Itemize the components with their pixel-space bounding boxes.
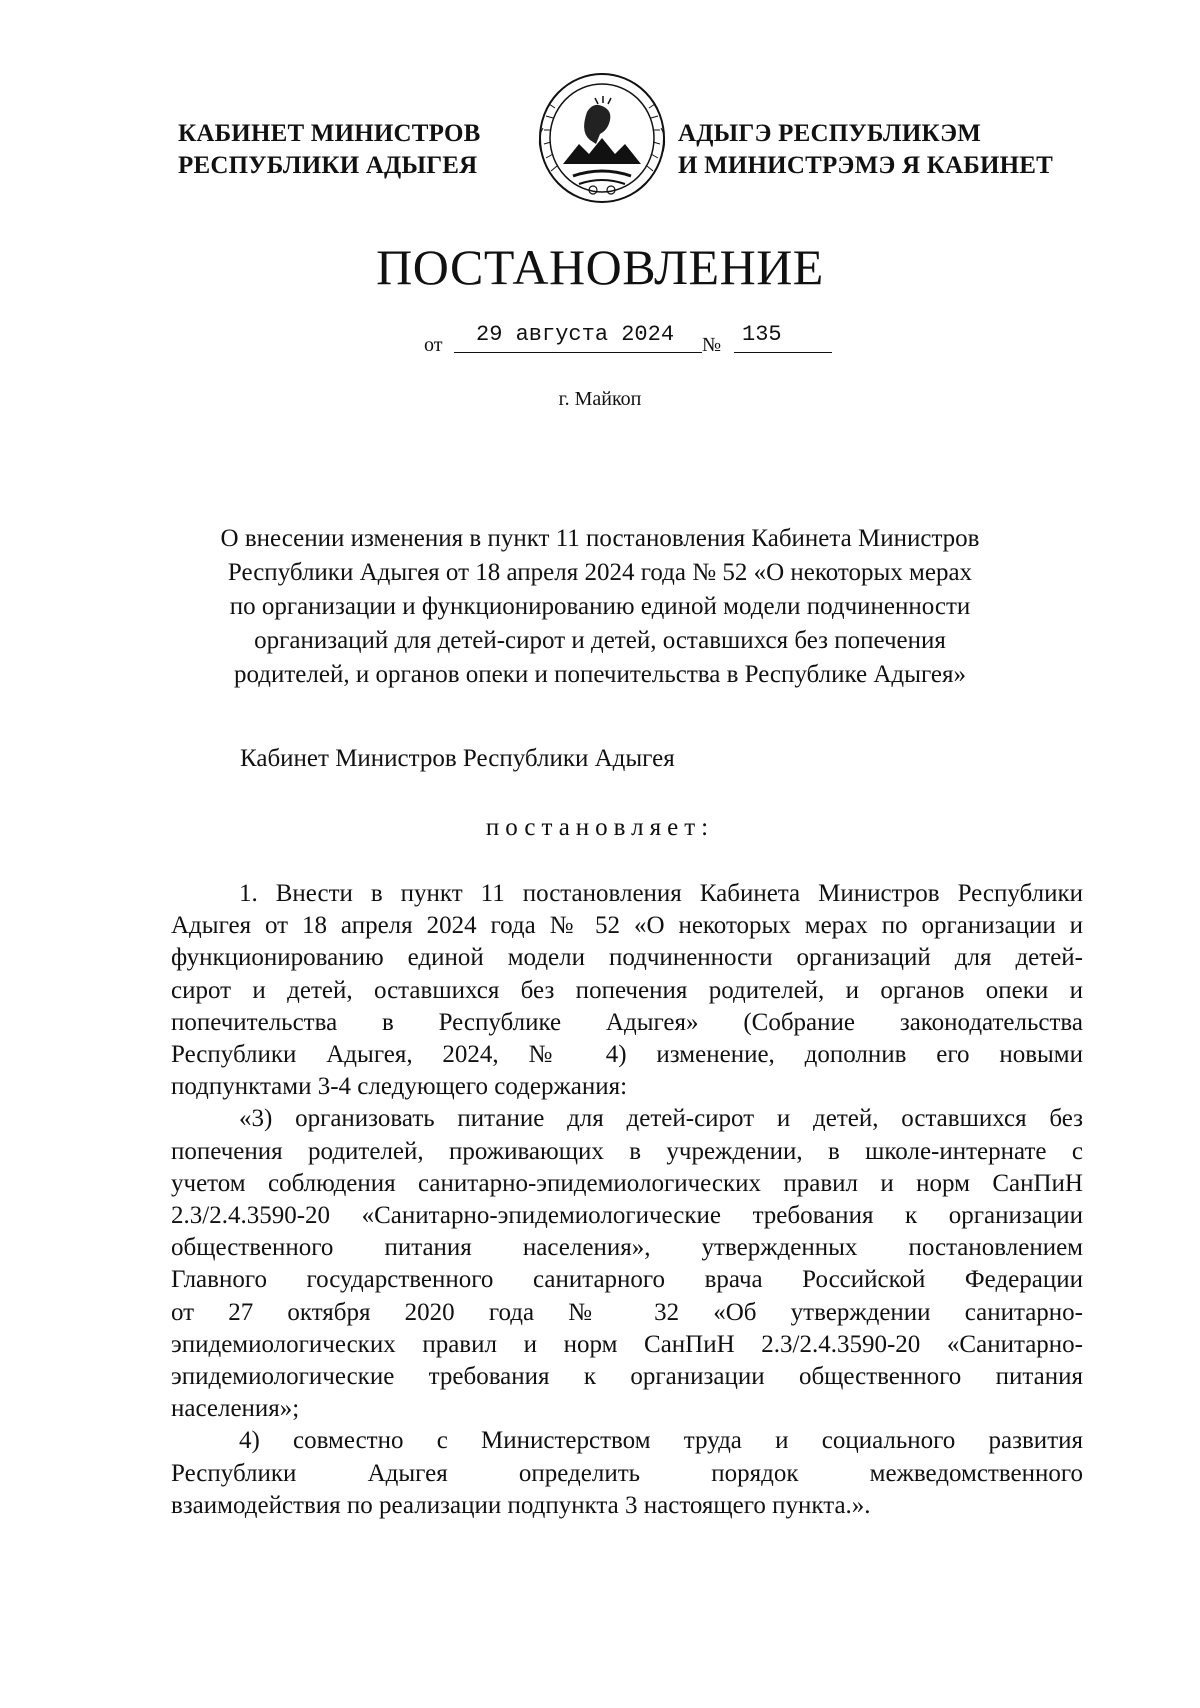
subject-line: по организации и функционированию единой модели подчиненности bbox=[229, 593, 971, 620]
subject-line: Республики Адыгея от 18 апреля 2024 года № 52 «О некоторых мерах bbox=[227, 559, 973, 586]
body-line: 4) совместно с Министерством труда и социального развития bbox=[239, 1427, 1083, 1455]
date-number-row bbox=[424, 318, 844, 358]
document-date: 29 августа 2024 bbox=[476, 322, 675, 347]
body-line: 1. Внести в пункт 11 постановления Кабинета Министров Республики bbox=[239, 880, 1083, 907]
body-line: эпидемиологические требования к организации общественного питания bbox=[171, 1363, 1083, 1391]
body-line: эпидемиологических правил и норм СанПиН 2.3/2.4.3590-20 «Санитарно- bbox=[171, 1330, 1083, 1358]
body-line: Республики Адыгея, 2024, № 4) изменение, дополнив его новыми bbox=[171, 1041, 1083, 1069]
body-line: населения»; bbox=[171, 1395, 300, 1423]
paragraph-2 bbox=[171, 1103, 1083, 1425]
paragraph-1 bbox=[171, 878, 1083, 1103]
body-line: общественного питания населения», утвержденных постановлением bbox=[171, 1234, 1083, 1262]
body-line: Республики Адыгея определить порядок межведомственного bbox=[171, 1459, 1083, 1487]
header-right-line: И МИНИСТРЭМЭ Я КАБИНЕТ bbox=[678, 152, 1054, 179]
header-left-line: КАБИНЕТ МИНИСТРОВ bbox=[178, 120, 481, 147]
document-number: 135 bbox=[742, 322, 782, 347]
body-line: попечительства в Республике Адыгея» (Собрание законодательства bbox=[171, 1008, 1083, 1036]
document-subject bbox=[150, 522, 1050, 692]
body-line: подпунктами 3-4 следующего содержания: bbox=[171, 1073, 628, 1101]
body-line: Главного государственного санитарного врача Российской Федерации bbox=[171, 1266, 1083, 1294]
body-line: функционированию единой модели подчиненности организаций для детей- bbox=[171, 944, 1083, 972]
number-underline bbox=[734, 352, 832, 353]
decrees-word: постановляет: bbox=[485, 814, 715, 841]
header-left bbox=[178, 118, 508, 182]
body-line: 2.3/2.4.3590-20 «Санитарно-эпидемиологические требования к организации bbox=[171, 1202, 1083, 1230]
date-prefix: от bbox=[424, 334, 443, 356]
header-right bbox=[678, 118, 1098, 182]
coat-of-arms-icon bbox=[533, 68, 671, 208]
body-line: учетом соблюдения санитарно-эпидемиологических правил и норм СанПиН bbox=[171, 1169, 1083, 1197]
body-line: Адыгея от 18 апреля 2024 года № 52 «О некоторых мерах по организации и bbox=[171, 912, 1083, 940]
body-line: взаимодействия по реализации подпункта 3 настоящего пункта.». bbox=[171, 1491, 871, 1519]
paragraph-3 bbox=[171, 1425, 1083, 1522]
header-right-line: АДЫГЭ РЕСПУБЛИКЭМ bbox=[678, 120, 982, 147]
date-underline bbox=[454, 352, 702, 353]
document-title: ПОСТАНОВЛЕНИЕ bbox=[376, 239, 824, 295]
header-left-line: РЕСПУБЛИКИ АДЫГЕЯ bbox=[178, 152, 478, 179]
issuing-authority: Кабинет Министров Республики Адыгея bbox=[240, 745, 675, 772]
subject-line: О внесении изменения в пункт 11 постановления Кабинета Министров bbox=[220, 525, 980, 552]
body-line: «3) организовать питание для детей-сирот и детей, оставшихся без bbox=[239, 1105, 1083, 1133]
subject-line: организаций для детей-сирот и детей, оставшихся без попечения bbox=[254, 627, 946, 654]
body-line: сирот и детей, оставшихся без попечения родителей, и органов опеки и bbox=[171, 976, 1083, 1004]
body-line: от 27 октября 2020 года № 32 «Об утверждении санитарно- bbox=[171, 1298, 1083, 1326]
number-prefix: № bbox=[702, 334, 722, 356]
body-line: попечения родителей, проживающих в учреждении, в школе-интернате с bbox=[171, 1137, 1083, 1165]
document-body bbox=[171, 878, 1083, 1522]
subject-line: родителей, и органов опеки и попечительства в Республике Адыгея» bbox=[234, 661, 966, 688]
city: г. Майкоп bbox=[558, 388, 642, 410]
